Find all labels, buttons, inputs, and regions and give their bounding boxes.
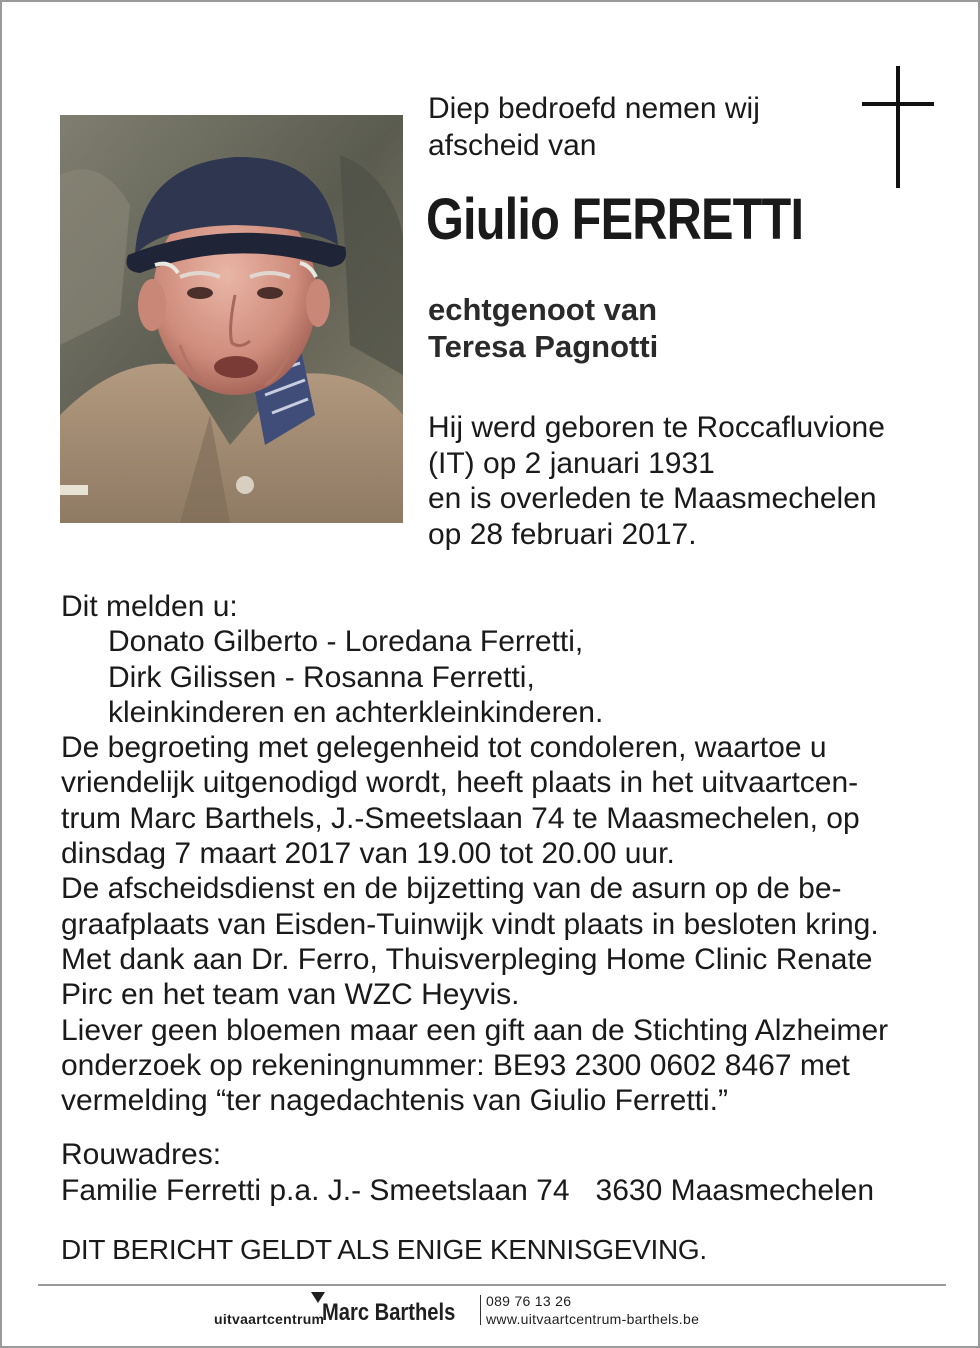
body-line: graafplaats van Eisden-Tuinwijk vindt plaats in besloten kring. (61, 907, 879, 941)
body-line: onderzoek op rekeningnummer: BE93 2300 0602 8467 met (61, 1048, 850, 1082)
intro-text (428, 90, 848, 164)
address-street: Familie Ferretti p.a. J.- Smeetslaan 74 (61, 1174, 570, 1207)
body-line: De afscheidsdienst en de bijzetting van de asurn op de be- (61, 872, 842, 906)
body-line: vermelding “ter nagedachtenis van Giulio Ferretti.” (61, 1084, 728, 1118)
life-details (428, 410, 948, 552)
body-line: Liever geen bloemen maar een gift aan de Stichting Alzheimer (61, 1013, 889, 1047)
announcement-body (61, 589, 931, 1118)
website-link[interactable]: www.uitvaartcentrum-barthels.be (486, 1311, 700, 1327)
body-line: Pirc en het team van WZC Heyvis. (61, 978, 520, 1012)
life-line: op 28 februari 2017. (428, 517, 697, 551)
intro-line: afscheid van (428, 129, 597, 162)
family-member: Dirk Gilissen - Rosanna Ferretti, (108, 660, 535, 694)
intro-line: Diep bedroefd nemen wij (428, 92, 760, 125)
mourning-address-value (61, 1173, 941, 1209)
footer-divider (38, 1284, 946, 1286)
deceased-name: Giulio FERRETTI (426, 187, 804, 252)
spouse-line: echtgenoot van (428, 292, 658, 327)
body-line: De begroeting met gelegenheid tot condoleren, waartoe u (61, 731, 827, 765)
mourning-address-label: Rouwadres: (61, 1138, 222, 1171)
logo-subtitle: uitvaartcentrum (214, 1311, 325, 1327)
spouse-text (428, 291, 658, 365)
logo-name: Marc Barthels (322, 1299, 456, 1326)
portrait-illustration (60, 115, 403, 523)
body-line: dinsdag 7 maart 2017 van 19.00 tot 20.00 uur. (61, 837, 675, 871)
cross-icon (862, 66, 934, 188)
footer-separator (480, 1295, 481, 1325)
funeral-home-logo (214, 1292, 476, 1336)
life-line: Hij werd geboren te Roccafluvione (428, 411, 885, 444)
phone-number: 089 76 13 26 (486, 1293, 572, 1309)
family-heading: Dit melden u: (61, 590, 238, 623)
portrait-photo (60, 115, 403, 523)
address-city: 3630 Maasmechelen (595, 1174, 875, 1207)
spouse-name: Teresa Pagnotti (428, 329, 659, 364)
family-member: Donato Gilberto - Loredana Ferretti, (108, 625, 584, 659)
life-line: en is overleden te Maasmechelen (428, 482, 877, 515)
life-line: (IT) op 2 januari 1931 (428, 446, 715, 480)
contact-info (486, 1292, 699, 1328)
official-notice: DIT BERICHT GELDT ALS ENIGE KENNISGEVING. (61, 1234, 707, 1265)
body-line: Met dank aan Dr. Ferro, Thuisverpleging Home Clinic Renate (61, 942, 873, 976)
body-line: vriendelijk uitgenodigd wordt, heeft plaats in het uitvaartcen- (61, 766, 859, 800)
body-line: trum Marc Barthels, J.-Smeetslaan 74 te Maasmechelen, op (61, 801, 860, 835)
family-member: kleinkinderen en achterkleinkinderen. (108, 695, 604, 729)
mourning-address (61, 1137, 941, 1209)
